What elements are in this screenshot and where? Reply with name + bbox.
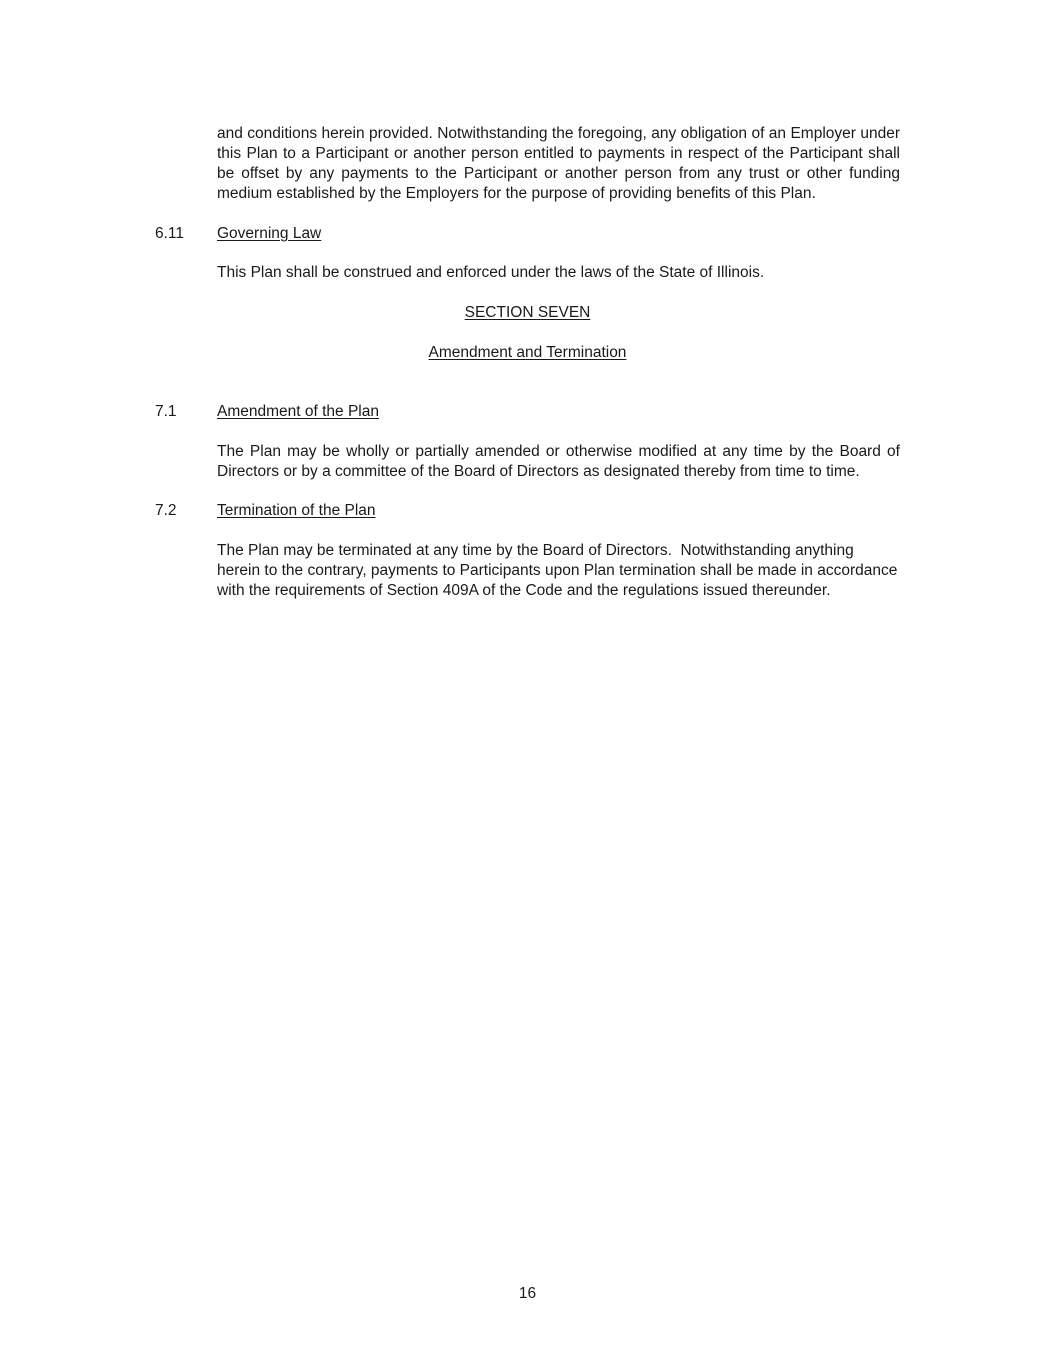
termination-paragraph	[217, 541, 900, 601]
termination-line-2: herein to the contrary, payments to Participants upon Plan termination shall be made in accordance	[217, 562, 898, 579]
page-number: 16	[518, 1285, 537, 1302]
section-title-governing-law: Governing Law	[217, 225, 322, 242]
section-seven-heading-text: SECTION SEVEN	[464, 304, 591, 321]
section-seven-subheading-text: Amendment and Termination	[428, 344, 627, 361]
section-number-7-1: 7.1	[155, 403, 177, 420]
section-number-7-2: 7.2	[155, 502, 177, 519]
termination-line-3: with the requirements of Section 409A of the Code and the regulations issued thereunder.	[217, 582, 831, 599]
amendment-paragraph: The Plan may be wholly or partially amended or otherwise modified at any time by the Board of Directors or by a committee of the Board of Directors as designated thereby from time to time.	[217, 443, 900, 480]
governing-law-paragraph: This Plan shall be construed and enforced under the laws of the State of Illinois.	[217, 264, 765, 281]
section-seven-subheading	[0, 343, 1055, 363]
termination-line-1: The Plan may be terminated at any time by the Board of Directors. Notwithstanding anything	[217, 542, 854, 559]
section-seven-heading	[0, 303, 1055, 323]
section-title-amendment: Amendment of the Plan	[217, 403, 379, 420]
section-title-termination: Termination of the Plan	[217, 502, 376, 519]
section-number-6-11: 6.11	[155, 225, 185, 242]
intro-paragraph: and conditions herein provided. Notwithstanding the foregoing, any obligation of an Employer under this Plan to a Participant or another person entitled to payments in respect of the Participant shall be offset by any payments to the Participant or another person from any trust or other funding medium established by the Employers for the purpose of providing benefits of this Plan.	[217, 125, 900, 202]
